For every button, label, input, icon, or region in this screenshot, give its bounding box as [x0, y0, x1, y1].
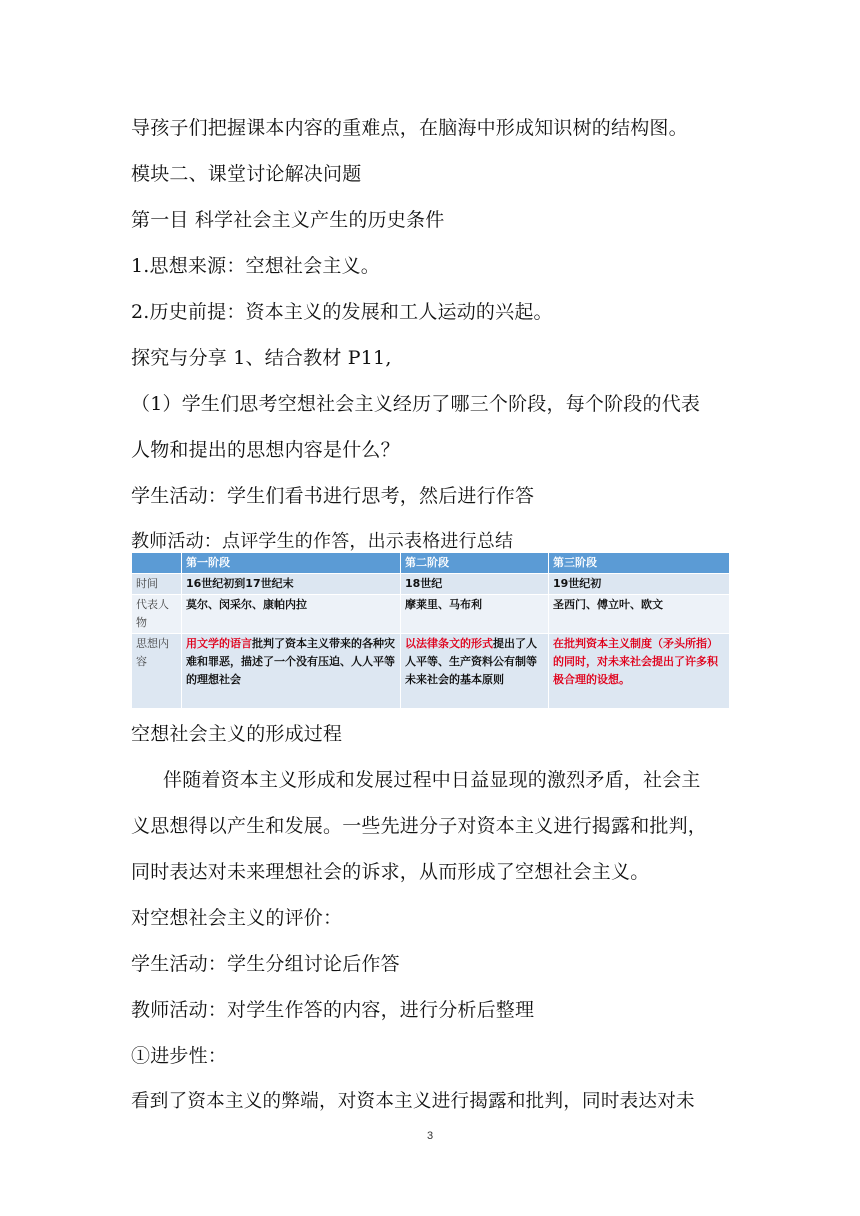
paragraph-line: 义思想得以产生和发展。一些先进分子对资本主义进行揭露和批判，: [131, 815, 708, 837]
table-cell: 圣西门、傅立叶、欧文: [549, 595, 730, 634]
table-cell: 18世纪: [401, 574, 549, 595]
table-row-thought: [132, 634, 730, 709]
paragraph-line: 学生活动：学生分组讨论后作答: [131, 953, 400, 975]
highlight-text: 以法律条文的形式: [405, 637, 493, 650]
paragraph-line: 1.思想来源：空想社会主义。: [131, 255, 380, 277]
paragraph-line: 教师活动：对学生作答的内容，进行分析后整理: [131, 999, 535, 1021]
table-cell: [401, 634, 549, 709]
table-cell: 摩莱里、马布利: [401, 595, 549, 634]
section-heading: 模块二、课堂讨论解决问题: [131, 163, 362, 185]
page-number: 3: [426, 1130, 434, 1142]
highlight-text: 在批判资本主义制度（矛头所指）的同时，对未来社会提出了许多积极合理的设想。: [553, 637, 718, 686]
paragraph-line: 探究与分享 1、结合教材 P11,: [131, 347, 392, 369]
table-row-time: [132, 574, 730, 595]
paragraph-line: 看到了资本主义的弊端，对资本主义进行揭露和批判，同时表达对未: [131, 1091, 695, 1112]
table-header-row: [132, 553, 730, 574]
paragraph-line: 学生活动：学生们看书进行思考，然后进行作答: [131, 485, 535, 507]
table-row-people: [132, 595, 730, 634]
paragraph-line: 伴随着资本主义形成和发展过程中日益显现的激烈矛盾，社会主: [163, 769, 701, 791]
paragraph-line: ①进步性：: [131, 1045, 228, 1067]
table-header-cell: 第三阶段: [549, 553, 730, 574]
paragraph-line: 对空想社会主义的评价：: [131, 907, 343, 929]
table-header-cell: 第一阶段: [182, 553, 401, 574]
highlight-text: 用文学的语言: [186, 637, 252, 650]
paragraph-line: 教师活动：点评学生的作答，出示表格进行总结: [131, 531, 514, 552]
paragraph-heading: 空想社会主义的形成过程: [131, 723, 343, 745]
paragraph-line: 同时表达对未来理想社会的诉求，从而形成了空想社会主义。: [131, 861, 650, 883]
table-cell: [182, 634, 401, 709]
subsection-heading: 第一目 科学社会主义产生的历史条件: [131, 209, 445, 231]
cell-text: 提出了人人平等、生产资料公有制等未来社会的基本原则: [405, 637, 537, 686]
table-header-cell: 第二阶段: [401, 553, 549, 574]
row-label: 时间: [132, 574, 182, 595]
table-cell: 莫尔、闵采尔、康帕内拉: [182, 595, 401, 634]
stages-table: [131, 552, 730, 709]
paragraph-line: 2.历史前提：资本主义的发展和工人运动的兴起。: [131, 301, 553, 323]
paragraph-line: （1）学生们思考空想社会主义经历了哪三个阶段，每个阶段的代表: [131, 393, 701, 415]
table-header-cell: [132, 553, 182, 574]
table-cell: 19世纪初: [549, 574, 730, 595]
cell-text: 批判了资本主义带来的各种灾难和罪恶，描述了一个没有压迫、人人平等的理想社会: [186, 637, 395, 686]
table-cell: [549, 634, 730, 709]
table-cell: 16世纪初到17世纪末: [182, 574, 401, 595]
paragraph-line: 人物和提出的思想内容是什么？: [131, 439, 400, 461]
row-label: 代表人物: [132, 595, 182, 634]
row-label: 思想内容: [132, 634, 182, 709]
paragraph-line: 导孩子们把握课本内容的重难点，在脑海中形成知识树的结构图。: [131, 117, 688, 139]
